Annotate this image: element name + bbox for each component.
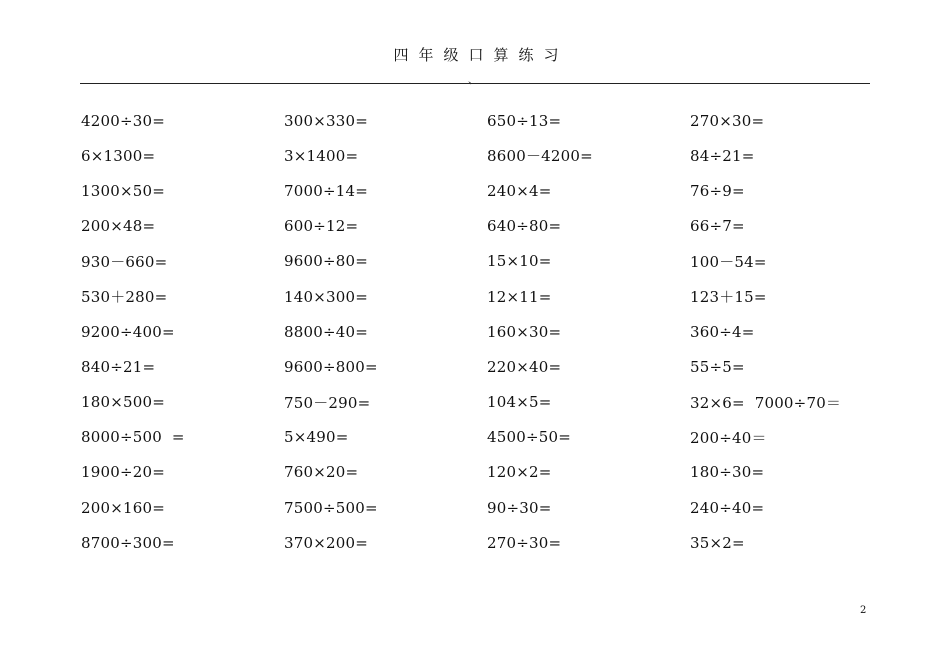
exercise-item: 370×200= — [284, 533, 368, 552]
exercise-row — [81, 420, 871, 455]
exercise-item: 12×11= — [487, 287, 552, 306]
exercise-row — [81, 244, 871, 279]
exercise-item: 100－54= — [690, 252, 767, 271]
exercise-item: 600÷12= — [284, 217, 359, 236]
exercise-item: 180×500= — [81, 393, 165, 412]
exercise-item: 270÷30= — [487, 533, 562, 552]
tick-mark: 、 — [468, 73, 479, 86]
exercise-item: 90÷30= — [487, 498, 552, 517]
exercise-row — [81, 525, 871, 560]
exercise-item: 6×1300= — [81, 146, 156, 165]
exercise-item: 200×48= — [81, 217, 156, 236]
exercise-item: 55÷5= — [690, 357, 745, 376]
exercise-item: 3×1400= — [284, 146, 359, 165]
exercise-row — [81, 349, 871, 384]
header-rule — [80, 83, 870, 84]
exercise-item: 15×10= — [487, 252, 552, 271]
exercise-row — [81, 138, 871, 173]
exercise-item: 7000÷14= — [284, 181, 368, 200]
exercise-item: 200÷40＝ — [690, 428, 767, 447]
exercise-row — [81, 314, 871, 349]
exercise-item: 840÷21= — [81, 357, 156, 376]
exercise-item: 750－290= — [284, 393, 371, 412]
exercise-row — [81, 385, 871, 420]
exercise-item: 760×20= — [284, 463, 359, 482]
exercise-item: 650÷13= — [487, 111, 562, 130]
exercise-item: 5×490= — [284, 428, 349, 447]
exercise-row — [81, 490, 871, 525]
exercise-item: 1900÷20= — [81, 463, 165, 482]
exercise-item: 240÷40= — [690, 498, 765, 517]
exercise-item: 84÷21= — [690, 146, 755, 165]
exercise-item: 8700÷300= — [81, 533, 175, 552]
exercise-item: 32×6= 7000÷70＝ — [690, 393, 842, 412]
exercise-item: 76÷9= — [690, 181, 745, 200]
exercise-item: 530＋280= — [81, 288, 168, 307]
exercise-row — [81, 455, 871, 490]
exercise-item: 140×300= — [284, 287, 368, 306]
exercise-item: 66÷7= — [690, 217, 745, 236]
exercise-item: 4200÷30= — [81, 111, 165, 130]
exercise-row — [81, 209, 871, 244]
exercise-item: 220×40= — [487, 357, 562, 376]
exercise-item: 200×160= — [81, 498, 165, 517]
exercise-item: 930－660= — [81, 252, 168, 271]
exercise-item: 160×30= — [487, 322, 562, 341]
exercise-item: 35×2= — [690, 533, 745, 552]
exercise-item: 7500÷500= — [284, 498, 378, 517]
page-title: 四年级口算练习 — [393, 46, 569, 64]
exercise-item: 8600－4200= — [487, 147, 593, 166]
exercise-item: 300×330= — [284, 111, 368, 130]
exercise-item: 9600÷800= — [284, 357, 378, 376]
exercise-item: 180÷30= — [690, 463, 765, 482]
exercise-row — [81, 279, 871, 314]
exercise-item: 123＋15= — [690, 288, 767, 307]
exercise-item: 8000÷500 = — [81, 428, 185, 447]
exercise-row — [81, 103, 871, 138]
exercise-item: 104×5= — [487, 393, 552, 412]
exercise-item: 360÷4= — [690, 322, 755, 341]
exercise-item: 9200÷400= — [81, 322, 175, 341]
exercise-grid — [81, 103, 871, 560]
exercise-item: 4500÷50= — [487, 428, 571, 447]
exercise-item: 120×2= — [487, 463, 552, 482]
exercise-item: 270×30= — [690, 111, 765, 130]
exercise-item: 8800÷40= — [284, 322, 368, 341]
exercise-item: 9600÷80= — [284, 252, 368, 271]
page-number: 2 — [860, 605, 867, 616]
exercise-item: 240×4= — [487, 181, 552, 200]
exercise-item: 640÷80= — [487, 217, 562, 236]
exercise-item: 1300×50= — [81, 181, 165, 200]
exercise-row — [81, 173, 871, 208]
